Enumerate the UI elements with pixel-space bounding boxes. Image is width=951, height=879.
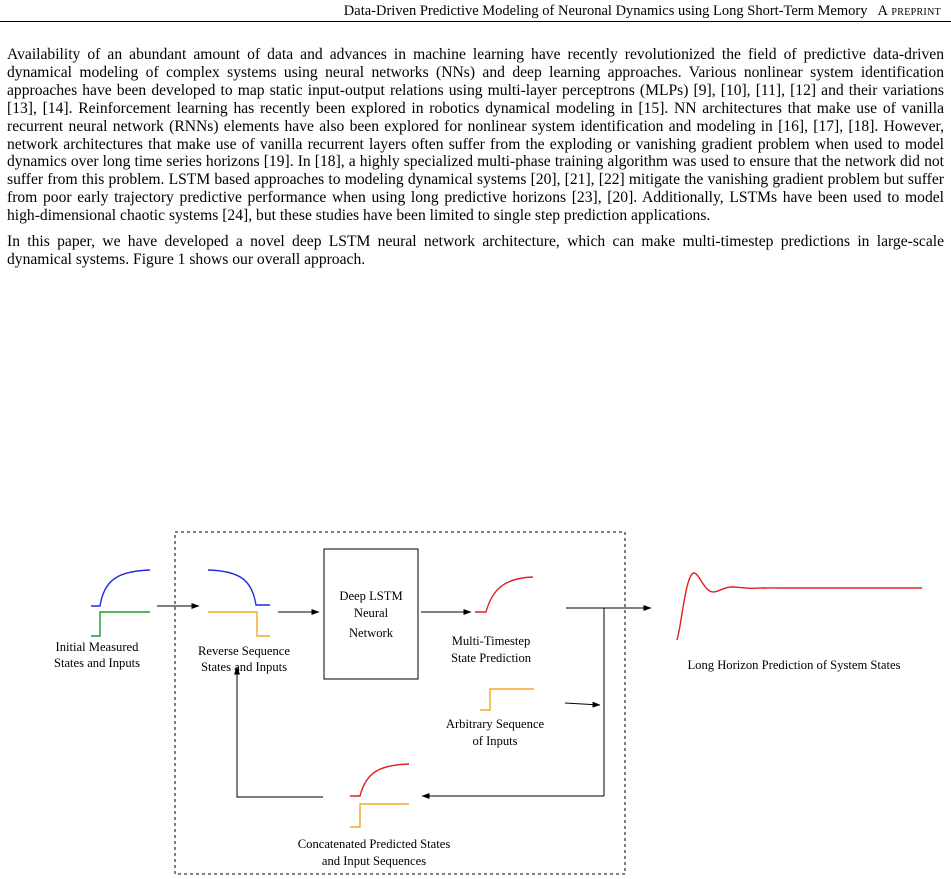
initial-input-curve: [91, 612, 150, 636]
initial-label-line1: Initial Measured: [55, 640, 139, 654]
multi-label-line1: Multi-Timestep: [451, 634, 531, 648]
reverse-label-line2: States and Inputs: [200, 660, 288, 674]
reverse-input-curve: [208, 612, 270, 636]
arbitrary-label-line1: Arbitrary Sequence: [445, 717, 545, 731]
network-label-line1: Deep LSTM: [339, 589, 403, 603]
paragraph-approach: In this paper, we have developed a novel deep LSTM neural network architecture, which can make multi-timestep predictions in large-scale dynamical systems. Figure 1 shows our overall approach.: [7, 233, 944, 268]
network-label-line3: Network: [348, 626, 394, 640]
arrow-concat-to-reverse: [237, 667, 323, 797]
arbitrary-input-curve: [480, 689, 534, 710]
paragraph-intro: Availability of an abundant amount of data and advances in machine learning have recently revolutionized the field of predictive data-driven dynamical modeling of complex systems using neural networks (NNs) and deep learning approaches. Various nonlinear system identification approaches have been developed to map static input-output relations using multi-layer perceptrons (MLPs) [9], [10], [11], [12] and their variations [13], [14]. Reinforcement learning has recently been explored in robotics dynamical modeling in [15]. NN architectures that make use of vanilla recurrent neural network (RNNs) elements have also been explored for nonlinear system identification and modeling in [16], [17], [18]. However, network architectures that make use of vanilla recurrent layers often suffer from the exploding or vanishing gradient problem when used to model dynamics over long time series horizons [19]. In [18], a highly specialized multi-phase training algorithm was used to ensure that the network did not suffer from this problem. LSTM based approaches to modeling dynamical systems [20], [21], [22] mitigate the vanishing gradient problem but suffer from poor early trajectory predictive performance when using long predictive horizons [23], [20]. Additionally, LSTMs have been used to model high-dimensional chaotic systems [24], but these studies have been limited to single step prediction applications.: [7, 46, 944, 225]
initial-state-curve: [91, 570, 150, 606]
concat-label-line2: and Input Sequences: [321, 854, 427, 868]
initial-label-line2: States and Inputs: [53, 656, 141, 670]
header-preprint-tag: A preprint: [877, 3, 941, 19]
concat-state-curve: [350, 764, 409, 796]
concat-input-curve: [350, 804, 409, 827]
multi-label-line2: State Prediction: [450, 651, 532, 665]
long-horizon-label: Long Horizon Prediction of System States: [687, 658, 901, 672]
arrow-arbitrary-to-junction: [565, 703, 600, 705]
arbitrary-label-line2: of Inputs: [472, 734, 518, 748]
concat-label-line1: Concatenated Predicted States: [297, 837, 451, 851]
long-horizon-prediction-curve: [677, 573, 922, 640]
reverse-label-line1: Reverse Sequence: [198, 644, 290, 658]
multi-timestep-prediction-curve: [475, 577, 533, 612]
reverse-state-curve: [208, 570, 270, 605]
network-label-line2: Neural: [353, 606, 389, 620]
header-title: Data-Driven Predictive Modeling of Neuronal Dynamics using Long Short-Term Memory: [343, 3, 868, 19]
